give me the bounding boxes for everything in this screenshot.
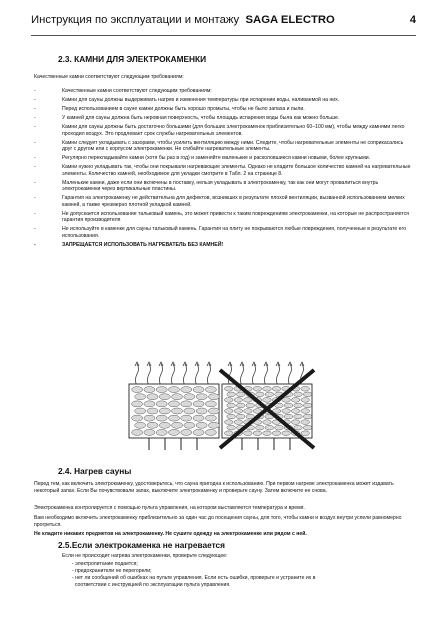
dash-icon: - [34, 96, 36, 103]
stone-icon [282, 431, 291, 436]
dash-icon: - [34, 88, 36, 94]
stone-icon [135, 408, 146, 414]
stone-icon [184, 394, 195, 400]
stone-icon [224, 386, 233, 391]
stone-icon [227, 414, 236, 419]
stone-icon [193, 415, 204, 421]
no-heat-heading: 2.5.Если электрокаменка не нагревается [58, 540, 225, 550]
heat-arrow-icon [148, 364, 151, 386]
stone-icon [291, 398, 300, 403]
stone-icon [159, 422, 170, 428]
arrow-head-icon [276, 362, 280, 366]
stone-icon [181, 401, 192, 407]
stone-icon [156, 415, 167, 421]
stone-icon [196, 422, 207, 428]
stone-icon [224, 409, 233, 414]
page-number: 4 [409, 14, 416, 26]
list-item: - Камни нужно укладывать так, чтобы они покрывали нагревающие элементы. Однако не кладите большое количество камней на нагревательные элементы. Количество камней, необходимое для укладки смотрите в Табл. 2 на странице 8. [34, 164, 411, 177]
stone-icon [172, 422, 183, 428]
list-item: - Гарантия на электрокаменку не действительна для дефектов, возникших в результате плохой вентиляции, вызванной использованием мелких камней, а также чрезмерно плотной укладкой камней. [34, 195, 405, 208]
stone-icon [275, 425, 284, 430]
stone-icon [159, 394, 170, 400]
stones-intro: Качественные камни соответствуют следующим требованиям: [34, 74, 184, 80]
stone-icon [132, 429, 143, 435]
no-heat-intro: Если не происходит нагрева электрокаменки, проверьте следующее: [62, 553, 228, 559]
stone-icon [193, 401, 204, 407]
dash-icon: - [34, 179, 36, 186]
stone-icon [263, 386, 272, 391]
stone-icon [184, 422, 195, 428]
arrow-head-icon [171, 362, 175, 366]
page-header [31, 14, 416, 30]
stone-icon [193, 429, 204, 435]
stone-icon [181, 415, 192, 421]
heater-illustration [129, 362, 219, 450]
stone-icon [181, 387, 192, 393]
stone-icon [244, 409, 253, 414]
stone-icon [284, 403, 293, 408]
warning-item: - ЗАПРЕЩАЕТСЯ ИСПОЛЬЗОВАТЬ НАГРЕВАТЕЛЬ БЕЗ КАМНЕЙ! [34, 241, 224, 248]
heat-arrow-icon [265, 364, 268, 386]
stone-icon [147, 422, 158, 428]
stone-icon [265, 392, 274, 397]
dash-icon: - [34, 123, 36, 130]
heat-arrow-icon [172, 364, 175, 386]
stone-icon [132, 387, 143, 393]
arrow-head-icon [300, 362, 304, 366]
heating-paragraph-2: Электрокаменка контролируется с помощью пульта управления, на котором выставляется температура и время. [34, 505, 305, 511]
heat-arrow-icon [241, 364, 244, 386]
stone-icon [172, 408, 183, 414]
arrow-head-icon [183, 362, 187, 366]
stone-icon [193, 387, 204, 393]
stone-icon [234, 398, 243, 403]
stone-icon [253, 431, 262, 436]
dash-icon: - [34, 105, 36, 112]
stone-icon [236, 414, 245, 419]
stone-icon [244, 398, 253, 403]
stone-icon [263, 431, 272, 436]
list-item: - нет ли сообщений об ошибках на пульте управления. Если есть ошибки, проверьте и устраните их в [72, 574, 316, 581]
incorrect-stone-placement-figure [208, 360, 326, 455]
list-item: - Камни следует укладывать с зазорами, чтобы усилить вентиляцию между ними. Следите, чтобы нагревательные элементы не соприкасались друг с другом или с корпусом электрокаменки. Не сгибайте нагревательные элементы. [34, 139, 404, 153]
stone-icon [168, 401, 179, 407]
header-rule [31, 35, 416, 36]
stone-icon [256, 425, 265, 430]
stone-icon [301, 431, 310, 436]
stone-icon [196, 394, 207, 400]
stone-icon [227, 425, 236, 430]
stone-icon [196, 408, 207, 414]
dash-icon: - [34, 155, 36, 162]
heating-notice: Не кладите никаких предметов на электрокаменку. Не сушите одежду на электрокаменке или рядом с ней. [34, 531, 307, 537]
stone-icon [265, 425, 274, 430]
stone-icon [132, 401, 143, 407]
stone-icon [144, 387, 155, 393]
stone-icon [224, 431, 233, 436]
heat-arrow-icon [253, 364, 256, 386]
stone-icon [303, 425, 312, 430]
stone-icon [244, 431, 253, 436]
dash-icon: - [34, 164, 36, 171]
no-heat-checklist [72, 561, 412, 589]
stone-icon [303, 414, 312, 419]
heat-arrow-icon [136, 364, 139, 386]
list-item: - Перед использованием в сауне камни должны быть хорошо промыты, чтобы не было запаха и пыли. [34, 105, 305, 112]
stone-icon [181, 429, 192, 435]
list-item: - Маленькие камни, даже если они включены в поставку, нельзя укладывать в электрокаменку, так как они могут провалиться внутрь электрокаменки через вертикальные пластины. [34, 179, 379, 193]
arrow-head-icon [288, 362, 292, 366]
stone-icon [291, 409, 300, 414]
stone-icon [184, 408, 195, 414]
stone-icon [156, 387, 167, 393]
stones-heading: 2.3. КАМНИ ДЛЯ ЭЛЕКТРОКАМЕНКИ [58, 54, 207, 64]
stone-icon [168, 387, 179, 393]
dash-icon: - [34, 210, 36, 217]
stone-icon [263, 398, 272, 403]
heating-paragraph-1: Перед тем, как включить электрокаменку, удостоверьтесь, что сауна пригодна к использованию. При первом нагреве электрокаменка может издавать некоторый запах. Если Вы почувствовали запах, выключите электрокаменку и проверьте сауну. Затем включите ее снова. [34, 481, 394, 494]
stone-icon [234, 420, 243, 425]
stone-icon [224, 398, 233, 403]
stones-requirements-list [34, 88, 414, 251]
stone-icon [224, 420, 233, 425]
list-item: - Не допускается использование тальковый камень, это может привести к таким повреждениям электрокаменки, на которые не распространяется гарантия производителя [34, 210, 409, 224]
stone-icon [253, 386, 262, 391]
arrow-head-icon [240, 362, 244, 366]
stone-icon [301, 398, 310, 403]
stone-icon [156, 401, 167, 407]
list-item: - предохранители не перегорели; [72, 567, 152, 574]
stone-icon [294, 425, 303, 430]
stone-icon [147, 394, 158, 400]
stone-icon [132, 415, 143, 421]
list-item: - Камни для сауны должны быть достаточно большими (для больших электрокаменок приблизительно 60–100 мм), чтобы между камнями легко проходил воздух. Это продлевает срок службы нагревательных элементов. [34, 123, 405, 137]
heat-arrow-icon [196, 364, 199, 386]
arrow-head-icon [147, 362, 151, 366]
stone-icon [272, 386, 281, 391]
stone-icon [256, 392, 265, 397]
heat-arrow-icon [160, 364, 163, 386]
stone-icon [159, 408, 170, 414]
arrow-head-icon [228, 362, 232, 366]
stone-icon [282, 398, 291, 403]
stone-icon [227, 392, 236, 397]
arrow-head-icon [159, 362, 163, 366]
heat-arrow-icon [277, 364, 280, 386]
stone-icon [144, 429, 155, 435]
arrow-head-icon [252, 362, 256, 366]
heating-heading: 2.4. Нагрев сауны [58, 466, 132, 476]
list-item: - Качественные камни соответствуют следующим требованиям: [34, 88, 212, 94]
header-brand: SAGA ELECTRO [245, 14, 335, 26]
stone-icon [144, 415, 155, 421]
stone-icon [294, 392, 303, 397]
stone-icon [294, 403, 303, 408]
stone-icon [168, 415, 179, 421]
dash-icon: - [34, 114, 36, 121]
stone-icon [263, 420, 272, 425]
stone-icon [301, 409, 310, 414]
stone-icon [291, 420, 300, 425]
list-item: - Не используйте в каменке для сауны тальковый камень. Гарантия на плиту не покрываются любые повреждения, полученные в результате его использования. [34, 226, 407, 239]
list-item: - У камней для сауны должна быть неровная поверхность, чтобы площадь испарения воды была как можно больше. [34, 114, 340, 121]
stone-icon [301, 386, 310, 391]
stone-icon [282, 409, 291, 414]
header-title: Инструкция по эксплуатации и монтажу SAGA ELECTRO [31, 14, 335, 26]
stone-icon [172, 394, 183, 400]
list-item: - электропитание подается; [72, 561, 138, 567]
stone-icon [272, 431, 281, 436]
heat-arrow-icon [289, 364, 292, 386]
stone-icon [236, 403, 245, 408]
heating-paragraph-3: Вам необходимо включить электрокаменку приблизительно за один час до посещения сауны, для того, чтобы камни и воздух внутри успели равномерно прогреться. [34, 515, 402, 528]
stone-icon [135, 394, 146, 400]
stone-icon [294, 414, 303, 419]
list-item: - Камни для сауны должны выдерживать нагрев и изменения температуры при испарении воды, наливаемой на них. [34, 96, 340, 103]
stone-icon [147, 408, 158, 414]
stone-icon [246, 403, 255, 408]
stone-icon [236, 392, 245, 397]
list-item: - Регулярно перекладывайте камни (хотя бы раз в год) и заменяйте маленькие и расколовшиеся камни новыми, более крупными. [34, 155, 371, 162]
list-item: соответствии с инструкцией по эксплуатации пульта управления. [72, 581, 231, 588]
heater-illustration [220, 362, 314, 450]
stone-icon [234, 409, 243, 414]
dash-icon: - [34, 139, 36, 146]
arrow-head-icon [264, 362, 268, 366]
arrow-head-icon [135, 362, 139, 366]
dash-icon: - [34, 226, 36, 233]
stone-icon [144, 401, 155, 407]
stone-icon [168, 429, 179, 435]
stone-icon [284, 414, 293, 419]
stone-icon [303, 403, 312, 408]
heat-arrow-icon [184, 364, 187, 386]
arrow-head-icon [195, 362, 199, 366]
stone-icon [156, 429, 167, 435]
dash-icon: - [34, 195, 36, 202]
stone-icon [301, 420, 310, 425]
stone-icon [227, 403, 236, 408]
stone-icon [303, 392, 312, 397]
stone-icon [135, 422, 146, 428]
dash-icon: - [34, 241, 36, 248]
